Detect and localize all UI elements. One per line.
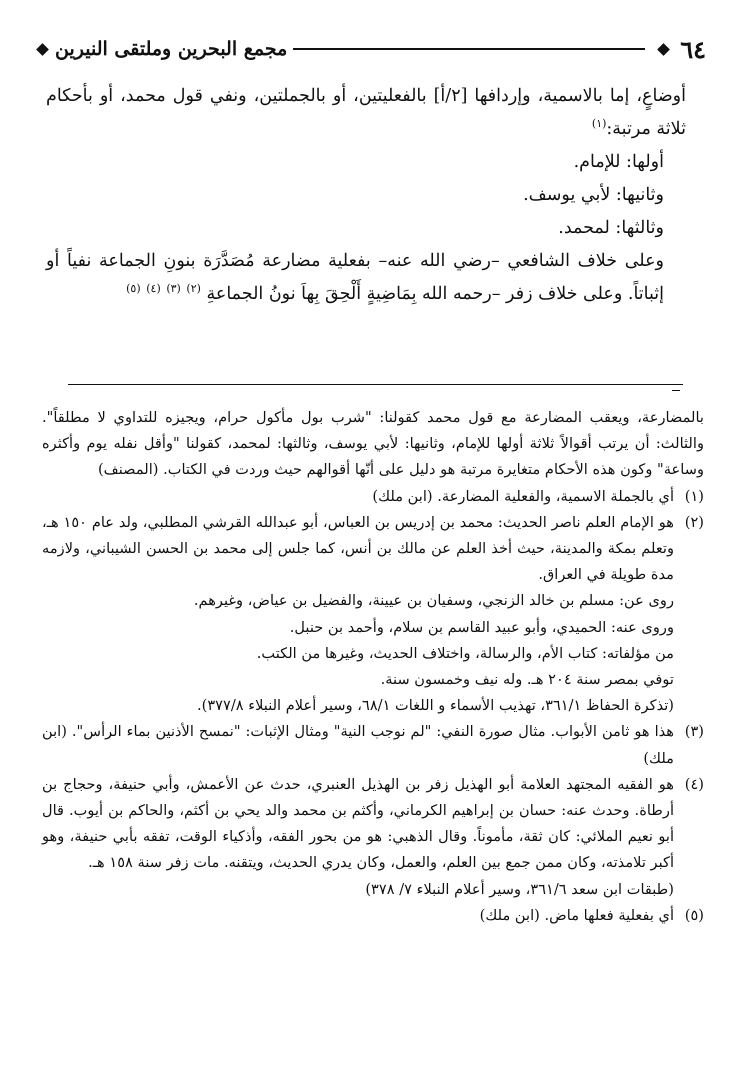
header-rule bbox=[293, 48, 645, 50]
main-text bbox=[46, 80, 686, 311]
header-diamond-left-icon bbox=[36, 43, 49, 56]
footnote-ref-5: (٥) bbox=[126, 282, 141, 296]
header-diamond-right-icon bbox=[657, 43, 670, 56]
footnote-number: (١) bbox=[684, 487, 704, 505]
footnote-body bbox=[42, 719, 674, 771]
footnote-text: وروى عنه: الحميدي، وأبو عبيد القاسم بن سلام، وأحمد بن حنبل. bbox=[289, 618, 674, 636]
footnote-ref-3: (٣) bbox=[166, 282, 181, 296]
footnote-text: أي بالجملة الاسمية، والفعلية المضارعة. (ابن ملك) bbox=[372, 487, 674, 505]
footnote-number: (٣) bbox=[684, 723, 704, 741]
main-line-2: أولها: للإمام. bbox=[573, 152, 664, 172]
footnote-text: روى عن: مسلم بن خالد الزنجي، وسفيان بن عيينة، والفضيل بن عياض، وغيرهم. bbox=[193, 592, 674, 610]
header-title: مجمع البحرين وملتقى النيرين bbox=[55, 38, 288, 60]
main-line-1 bbox=[46, 80, 686, 146]
footnote-text: (تذكرة الحفاظ ٣٦١/١، تهذيب الأسماء و اللغات ٦٨/١، وسير أعلام النبلاء ٣٧٧/٨). bbox=[196, 697, 674, 715]
main-line-5 bbox=[46, 245, 686, 311]
footnote-number: (٤) bbox=[684, 775, 704, 793]
footnote-5 bbox=[42, 903, 704, 929]
main-line-3: وثانيها: لأبي يوسف. bbox=[523, 185, 664, 205]
main-line-4: وثالثها: لمحمد. bbox=[558, 218, 664, 238]
footnote-ref-4: (٤) bbox=[146, 282, 161, 296]
footnote-body bbox=[42, 772, 674, 903]
footnote-text: (طبقات ابن سعد ٣٦١/٦، وسير أعلام النبلاء ٧/ ٣٧٨) bbox=[365, 880, 674, 898]
main-line-5-text: وعلى خلاف الشافعي –رضي الله عنه– بفعلية مضارعة مُصَدَّرَة بنونِ الجماعة نفياً أو إثباتاً. وعلى خلاف زفر –رحمه الله بِمَاضِيةٍ أَلْحِقَ بِهاَ نونُ الجماعةِ bbox=[46, 251, 664, 304]
footnote-2 bbox=[42, 510, 704, 720]
footnote-body bbox=[42, 510, 674, 720]
footnote-ref-2: (٢) bbox=[186, 282, 201, 296]
main-line-1-text: أوضاعٍ، إما بالاسمية، وإردافها [٢/أ] بالفعليتين، أو بالجملتين، ونفي قول محمد، أو بأحكام ثلاثة مرتبة: bbox=[46, 86, 686, 139]
footnotes bbox=[42, 405, 704, 929]
footnote-text: هو الفقيه المجتهد العلامة أبو الهذيل زفر بن الهذيل العنبري، حدث عن الأعمش، وأبي حنيفة، وحجاج بن أرطاة. وحدث عنه: حسان بن إبراهيم الكرماني، وأكثم بن محمد والد يحي بن أكثم، والحاكم بن أيوب. قال أبو نعيم الملائي: كان ثقة، مأموناً. وقال الذهبي: هو من بحور الفقه، وأذكياء الوقت، تفقه بأبي حنيفة، وهو أكبر تلامذته، وكان ممن جمع بين العلم، والعمل، وكان يدري الحديث، ويتقنه. مات زفر سنة ١٥٨ هـ. bbox=[42, 775, 674, 872]
footnote-number: (٥) bbox=[684, 906, 704, 924]
footnote-text: هذا هو ثامن الأبواب. مثال صورة النفي: "لم نوجب النية" ومثال الإثبات: "نمسح الأذنين بماء الرأس". (ابن ملك) bbox=[42, 723, 674, 767]
footnote-text: هو الإمام العلم ناصر الحديث: محمد بن إدريس بن العباس، أبو عبدالله القرشي المطلبي، ولد عام ١٥٠ هـ، وتعلم بمكة والمدينة، حيث أخذ العلم عن مالك بن أنس، كما جلس إلى محمد بن الحسن الشيباني، ولازمه مدة طويلة في العراق. bbox=[42, 513, 674, 584]
footnote-text: توفي بمصر سنة ٢٠٤ هـ. وله نيف وخمسون سنة. bbox=[380, 671, 674, 689]
footnote-separator bbox=[68, 384, 683, 385]
footnote-1 bbox=[42, 484, 704, 510]
footnote-text: من مؤلفاته: كتاب الأم، والرسالة، واختلاف الحديث، وغيرها من الكتب. bbox=[256, 644, 674, 662]
footnote-text: أي بفعلية فعلها ماض. (ابن ملك) bbox=[479, 906, 674, 924]
footnote-number: (٢) bbox=[684, 513, 704, 531]
separator-tick bbox=[672, 390, 680, 391]
footnote-4 bbox=[42, 772, 704, 903]
note-continuation: بالمضارعة، ويعقب المضارعة مع قول محمد كقولنا: "شرب بول مأكول حرام، ويجيزه للتداوي لا مطلقاً". والثالث: أن يرتب أقوالاً ثلاثة أولها للإمام، وثانيها: لأبي يوسف، وثالثها: لمحمد، كقولنا "وأقل نفله يوم وأكثره وساعة" وكون هذه الأحكام متغايرة مرتبة هو دليل على أنّها أقوالهم حيث وردت في الكتاب. (المصنف) bbox=[42, 409, 704, 479]
footnote-3 bbox=[42, 719, 704, 771]
page-number: ٦٤ bbox=[680, 34, 706, 64]
footnote-ref-1: (١) bbox=[591, 117, 607, 131]
running-header bbox=[38, 32, 706, 66]
footnote-body bbox=[42, 484, 674, 510]
footnote-body bbox=[42, 903, 674, 929]
